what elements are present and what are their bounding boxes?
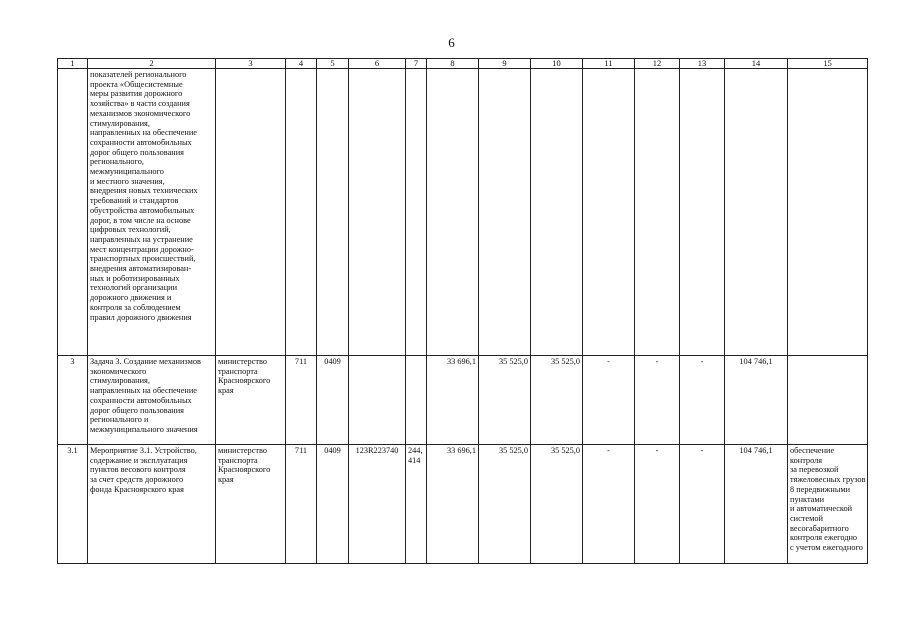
row-description	[88, 69, 216, 356]
cell-text-line: тяжеловесных грузов	[790, 475, 866, 485]
cell-text-line: обеспечение	[790, 446, 835, 455]
row-target-code	[349, 69, 406, 356]
cell-text-line: контроля	[790, 455, 823, 465]
cell-text-line: края	[218, 386, 234, 396]
cell-text-line: Задача 3. Создание механизмов	[90, 357, 201, 366]
cell-text-line: обустройства автомобильных	[90, 205, 195, 215]
column-header: 7	[406, 59, 427, 69]
row-value: 33 696,1	[427, 356, 479, 445]
cell-text-line: и автоматической	[790, 504, 853, 514]
cell-text-line: правил дорожного движения	[90, 312, 192, 322]
row-value	[531, 69, 583, 356]
column-header: 6	[349, 59, 406, 69]
row-grbs-code	[286, 69, 317, 356]
cell-text-line: контроля ежегодно	[790, 533, 858, 543]
cell-text-line: механизмов экономического	[90, 108, 191, 118]
row-value	[635, 69, 680, 356]
cell-text-line: меры развития дорожного	[90, 89, 183, 99]
column-header: 12	[635, 59, 680, 69]
column-header: 4	[286, 59, 317, 69]
cell-text-line: 414	[408, 455, 421, 465]
cell-text-line: внедрения автоматизирован-	[90, 264, 192, 274]
row-grbs-code: 711	[286, 445, 317, 564]
row-section-code	[317, 69, 349, 356]
row-target-code	[349, 356, 406, 445]
cell-text-line: направленных на обеспечение	[90, 386, 197, 396]
row-expected-result	[788, 356, 868, 445]
column-header: 14	[725, 59, 788, 69]
cell-text-line: цифровых технологий,	[90, 225, 171, 235]
cell-text-line: дорог общего пользования	[90, 147, 184, 157]
budget-table	[57, 58, 868, 564]
cell-text-line: весогабаритного	[790, 523, 849, 533]
cell-text-line: пунктов весового контроля	[90, 465, 186, 475]
row-value	[427, 69, 479, 356]
row-value: -	[680, 445, 725, 564]
cell-text-line: регионального,	[90, 157, 144, 167]
cell-text-line: системой	[790, 513, 823, 523]
row-expense-type	[406, 356, 427, 445]
column-header: 9	[479, 59, 531, 69]
row-expense-type	[406, 69, 427, 356]
cell-text-line: межмуниципального значения	[90, 424, 198, 434]
row-value: -	[583, 356, 635, 445]
cell-text-line: внедрения новых технических	[90, 186, 198, 196]
row-executor	[216, 69, 286, 356]
cell-text-line: 244,	[408, 446, 423, 455]
cell-text-line: стимулирования,	[90, 376, 150, 386]
cell-text-line: технологий организации	[90, 283, 178, 293]
row-executor	[216, 445, 286, 564]
column-header: 10	[531, 59, 583, 69]
row-value	[583, 69, 635, 356]
column-header: 11	[583, 59, 635, 69]
column-number-row	[58, 59, 868, 69]
cell-text-line: края	[218, 475, 234, 485]
row-value: 35 525,0	[531, 356, 583, 445]
column-header: 3	[216, 59, 286, 69]
cell-text-line: 8 передвижными	[790, 484, 851, 494]
cell-text-line: проекта «Общесистемные	[90, 79, 183, 89]
cell-text-line: содержание и эксплуатация	[90, 455, 188, 465]
page-number: 6	[448, 35, 455, 50]
cell-text-line: показателей регионального	[90, 70, 187, 79]
cell-text-line: пунктами	[790, 494, 825, 504]
row-value: 35 525,0	[479, 445, 531, 564]
row-value: -	[635, 356, 680, 445]
cell-text-line: за перевозкой	[790, 465, 839, 475]
row-value	[479, 69, 531, 356]
table-row	[58, 356, 868, 445]
row-expense-type	[406, 445, 427, 564]
cell-text-line: за счет средств дорожного	[90, 475, 184, 485]
cell-text-line: фонда Красноярского края	[90, 484, 184, 494]
cell-text-line: Красноярского	[218, 465, 271, 475]
cell-text-line: с учетом ежегодного	[790, 543, 863, 553]
table-row	[58, 69, 868, 356]
row-value: -	[680, 356, 725, 445]
cell-text-line: хозяйства» в части создания	[90, 99, 190, 109]
cell-text-line: межмуниципального	[90, 167, 164, 177]
column-header: 8	[427, 59, 479, 69]
row-section-code: 0409	[317, 356, 349, 445]
row-value: 35 525,0	[531, 445, 583, 564]
cell-text-line: сохранности автомобильных	[90, 395, 192, 405]
row-target-code: 123R223740	[349, 445, 406, 564]
cell-text-line: транспорта	[218, 366, 258, 376]
table-row	[58, 445, 868, 564]
column-header: 15	[788, 59, 868, 69]
row-section-code: 0409	[317, 445, 349, 564]
row-total: 104 746,1	[725, 445, 788, 564]
cell-text-line: дорожного движения и	[90, 293, 172, 303]
cell-text-line: направленных на обеспечение	[90, 128, 197, 138]
cell-text-line: экономического	[90, 366, 147, 376]
column-header: 2	[88, 59, 216, 69]
cell-text-line: транспорта	[218, 455, 258, 465]
row-description	[88, 445, 216, 564]
cell-text-line: требований и стандартов	[90, 196, 179, 206]
row-value: 33 696,1	[427, 445, 479, 564]
row-number	[58, 69, 88, 356]
row-expected-result	[788, 69, 868, 356]
row-value: -	[635, 445, 680, 564]
column-header: 13	[680, 59, 725, 69]
cell-text-line: стимулирования,	[90, 118, 150, 128]
row-description	[88, 356, 216, 445]
cell-text-line: дорог, в том числе на основе	[90, 215, 191, 225]
row-number: 3.1	[58, 445, 88, 564]
row-value	[680, 69, 725, 356]
cell-text-line: министерство	[218, 357, 268, 366]
cell-text-line: регионального и	[90, 415, 149, 425]
row-total	[725, 69, 788, 356]
cell-text-line: ных и роботизированных	[90, 273, 180, 283]
cell-text-line: Мероприятие 3.1. Устройство,	[90, 446, 197, 455]
column-header: 1	[58, 59, 88, 69]
row-number: 3	[58, 356, 88, 445]
cell-text-line: и местного значения,	[90, 176, 165, 186]
cell-text-line: министерство	[218, 446, 268, 455]
row-executor	[216, 356, 286, 445]
row-value: 35 525,0	[479, 356, 531, 445]
cell-text-line: направленных на устранение	[90, 234, 193, 244]
row-grbs-code: 711	[286, 356, 317, 445]
cell-text-line: транспортных происшествий,	[90, 254, 196, 264]
row-expected-result	[788, 445, 868, 564]
cell-text-line: дорог общего пользования	[90, 405, 184, 415]
cell-text-line: Красноярского	[218, 376, 271, 386]
cell-text-line: контроля за соблюдением	[90, 302, 181, 312]
row-total: 104 746,1	[725, 356, 788, 445]
cell-text-line: сохранности автомобильных	[90, 137, 192, 147]
column-header: 5	[317, 59, 349, 69]
cell-text-line: мест концентрации дорожно-	[90, 244, 194, 254]
row-value: -	[583, 445, 635, 564]
